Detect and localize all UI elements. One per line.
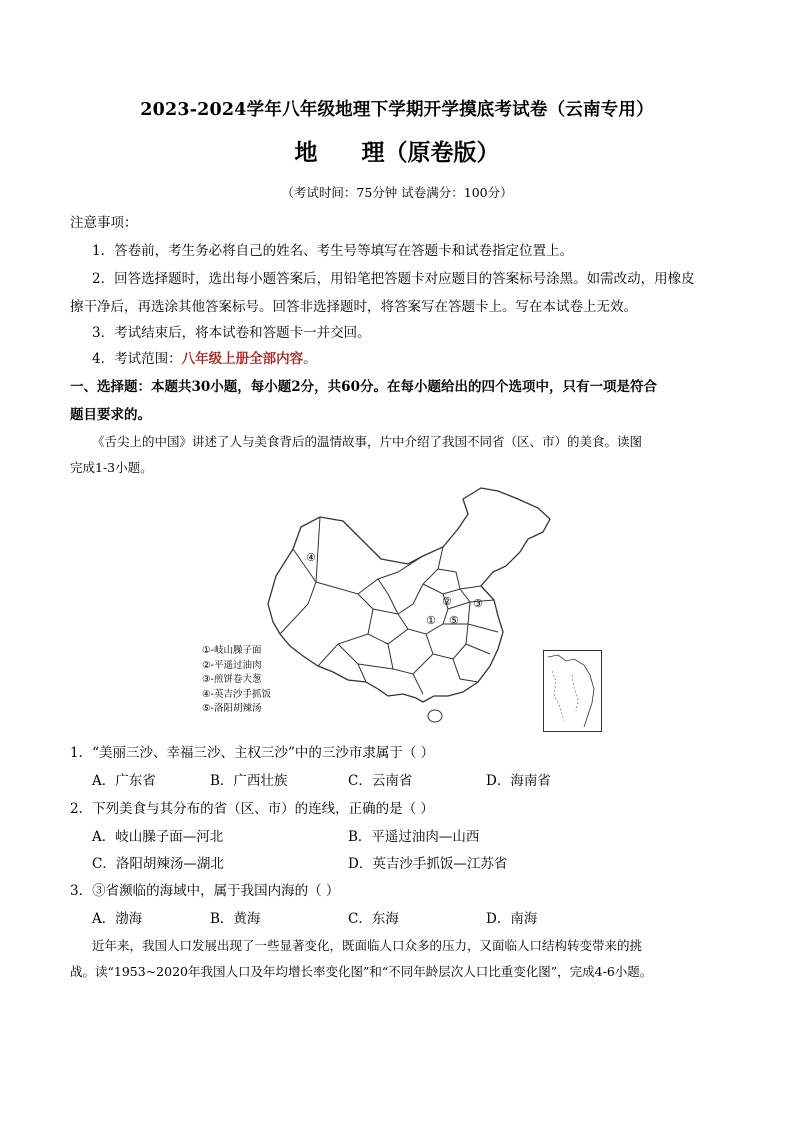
map-marker-3: ③ (473, 597, 483, 610)
passage1-line1: 《舌尖上的中国》讲述了人与美食背后的温情故事，片中介绍了我国不同省（区、市）的美食。读图 (92, 434, 643, 449)
map-legend (202, 644, 271, 717)
q1-option-d[interactable]: D．海南省 (486, 773, 551, 789)
q2-option-d[interactable]: D．英吉沙手抓饭—江苏省 (348, 856, 508, 872)
subject-title (0, 134, 794, 167)
note-item-1: 1．答卷前，考生务必将自己的姓名、考生号等填写在答题卡和试卷指定位置上。 (92, 243, 574, 259)
q2-option-b[interactable]: B．平遥过油肉—山西 (348, 829, 480, 845)
south-china-sea-inset (543, 650, 602, 732)
q2-option-c[interactable]: C．洛阳胡辣汤—湖北 (92, 856, 224, 872)
inset-map (544, 651, 601, 731)
legend-item: ⑤-洛阳胡辣汤 (202, 703, 262, 714)
note-item-4 (92, 347, 317, 367)
q3-option-d[interactable]: D．南海 (486, 911, 538, 927)
map-marker-4: ④ (306, 551, 316, 564)
q3-option-a[interactable]: A．渤海 (92, 911, 143, 927)
legend-item: ①-岐山臊子面 (202, 645, 262, 656)
question-3-stem: 3．③省濒临的海域中，属于我国内海的（ ） (70, 883, 340, 899)
subject-char-1: 地 (294, 139, 318, 166)
passage1-line2: 完成1-3小题。 (70, 460, 153, 475)
legend-item: ③-煎饼卷大葱 (202, 674, 262, 685)
question-2-stem: 2．下列美食与其分布的省（区、市）的连线，正确的是（ ） (70, 801, 434, 817)
legend-item: ②-平遥过油肉 (202, 659, 262, 671)
section1-heading-line1: 一、选择题：本题共30小题，每小题2分，共60分。在每小题给出的四个选项中，只有一项是符合 (70, 379, 657, 395)
note-item-2-line1: 2．回答选择题时，选出每小题答案后，用铅笔把答题卡对应题目的答案标号涂黑。如需改动，用橡皮 (92, 271, 695, 287)
note-item-2-line2: 擦干净后，再选涂其他答案标号。回答非选择题时，将答案写在答题卡上。写在本试卷上无效。 (70, 299, 637, 315)
notes-heading: 注意事项： (70, 215, 138, 231)
note-item-4-scope: 八年级上册全部内容 (181, 351, 304, 367)
passage2-line1: 近年来，我国人口发展出现了一些显著变化，既面临人口众多的压力，又面临人口结构转变带来的挑 (92, 938, 643, 953)
q1-option-b[interactable]: B．广西壮族 (210, 773, 288, 789)
passage2-line2: 战。读“1953~2020年我国人口及年均增长率变化图”和“不同年龄层次人口比重变化图”，完成4-6小题。 (70, 964, 653, 979)
map-marker-2: ② (442, 595, 452, 608)
map-marker-1: ① (426, 614, 436, 627)
exam-title: 2023-2024学年八年级地理下学期开学摸底考试卷（云南专用） (140, 100, 654, 120)
q2-option-a[interactable]: A．岐山臊子面—河北 (92, 829, 224, 845)
question-1-stem: 1．“美丽三沙、幸福三沙、主权三沙”中的三沙市隶属于（ ） (70, 745, 435, 761)
q1-option-a[interactable]: A．广东省 (92, 773, 156, 789)
q3-option-b[interactable]: B．黄海 (210, 911, 261, 927)
note-item-3: 3．考试结束后，将本试卷和答题卡一并交回。 (92, 325, 371, 341)
map-marker-5: ⑤ (449, 614, 459, 627)
china-food-map (198, 484, 603, 734)
legend-item: ④-英吉沙手抓饭 (202, 688, 271, 700)
note-item-4-end: 。 (303, 351, 317, 367)
q1-option-c[interactable]: C．云南省 (348, 773, 413, 789)
subject-char-2: 理（原卷版） (361, 139, 500, 166)
note-item-4-prefix: 4．考试范围： (92, 351, 182, 367)
section1-heading-line2: 题目要求的。 (70, 407, 151, 423)
exam-time-info: （考试时间：75分钟 试卷满分：100分） (281, 185, 513, 200)
q3-option-c[interactable]: C．东海 (348, 911, 399, 927)
